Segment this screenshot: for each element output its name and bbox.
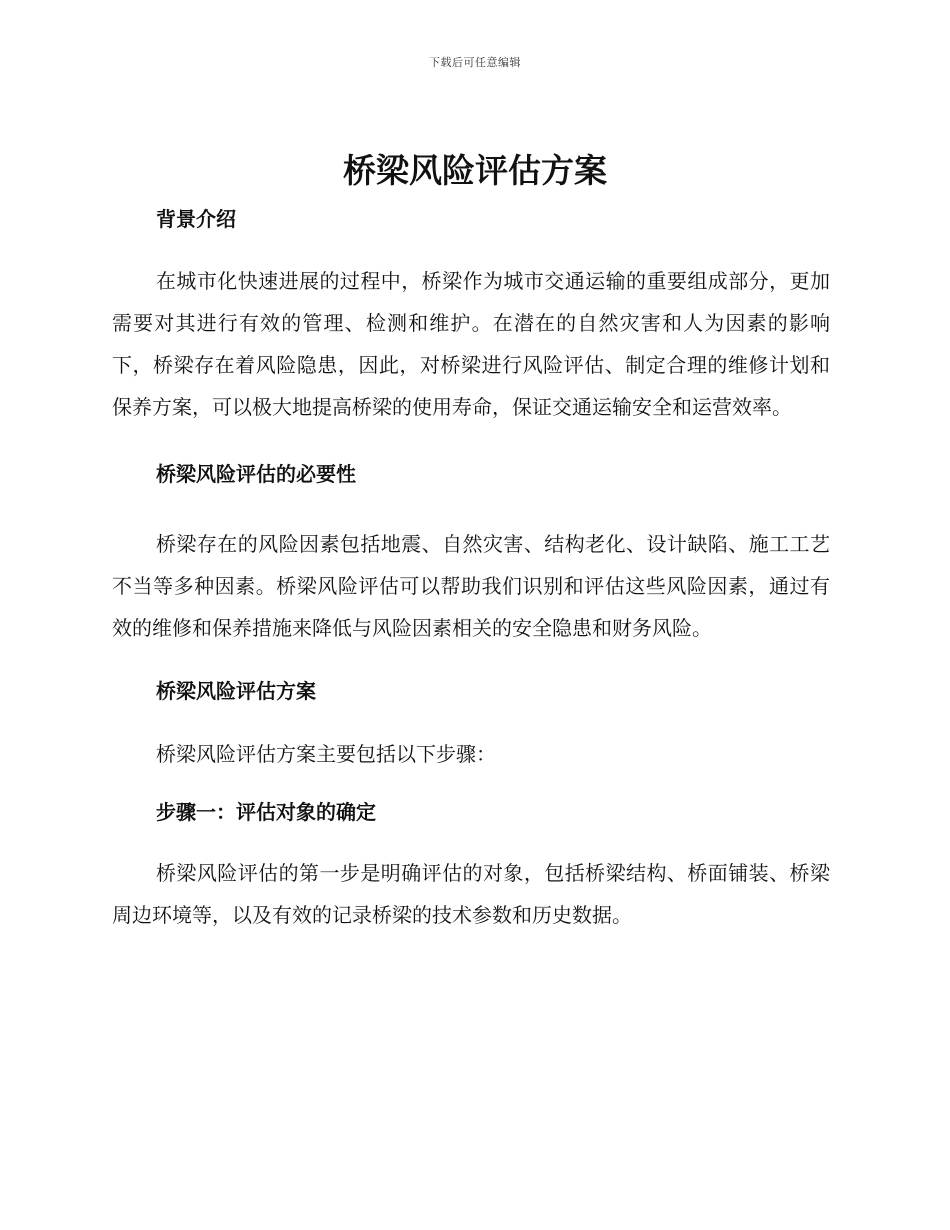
section-heading-background: 背景介绍 — [156, 207, 236, 231]
section-paragraph-plan: 桥梁风险评估方案主要包括以下步骤： — [156, 742, 496, 766]
section-paragraph-necessity: 桥梁存在的风险因素包括地震、自然灾害、结构老化、设计缺陷、施工工艺不当等多种因素。桥梁风险评估可以帮助我们识别和评估这些风险因素，通过有效的维修和保养措施来降低与风险因素相关的安全隐患和财务风险。 — [112, 532, 830, 640]
section-heading-necessity: 桥梁风险评估的必要性 — [156, 462, 356, 486]
header-note: 下载后可任意编辑 — [429, 56, 521, 69]
section-heading-plan: 桥梁风险评估方案 — [156, 679, 316, 703]
section-heading-step-one: 步骤一：评估对象的确定 — [156, 800, 376, 824]
section-paragraph-background: 在城市化快速进展的过程中，桥梁作为城市交通运输的重要组成部分，更加需要对其进行有效的管理、检测和维护。在潜在的自然灾害和人为因素的影响下，桥梁存在着风险隐患，因此，对桥梁进行风险评估、制定合理的维修计划和保养方案，可以极大地提高桥梁的使用寿命，保证交通运输安全和运营效率。 — [112, 269, 830, 419]
document-title: 桥梁风险评估方案 — [343, 151, 607, 190]
section-paragraph-step-one: 桥梁风险评估的第一步是明确评估的对象，包括桥梁结构、桥面铺装、桥梁周边环境等，以及有效的记录桥梁的技术参数和历史数据。 — [112, 861, 830, 927]
document-body — [112, 204, 830, 936]
